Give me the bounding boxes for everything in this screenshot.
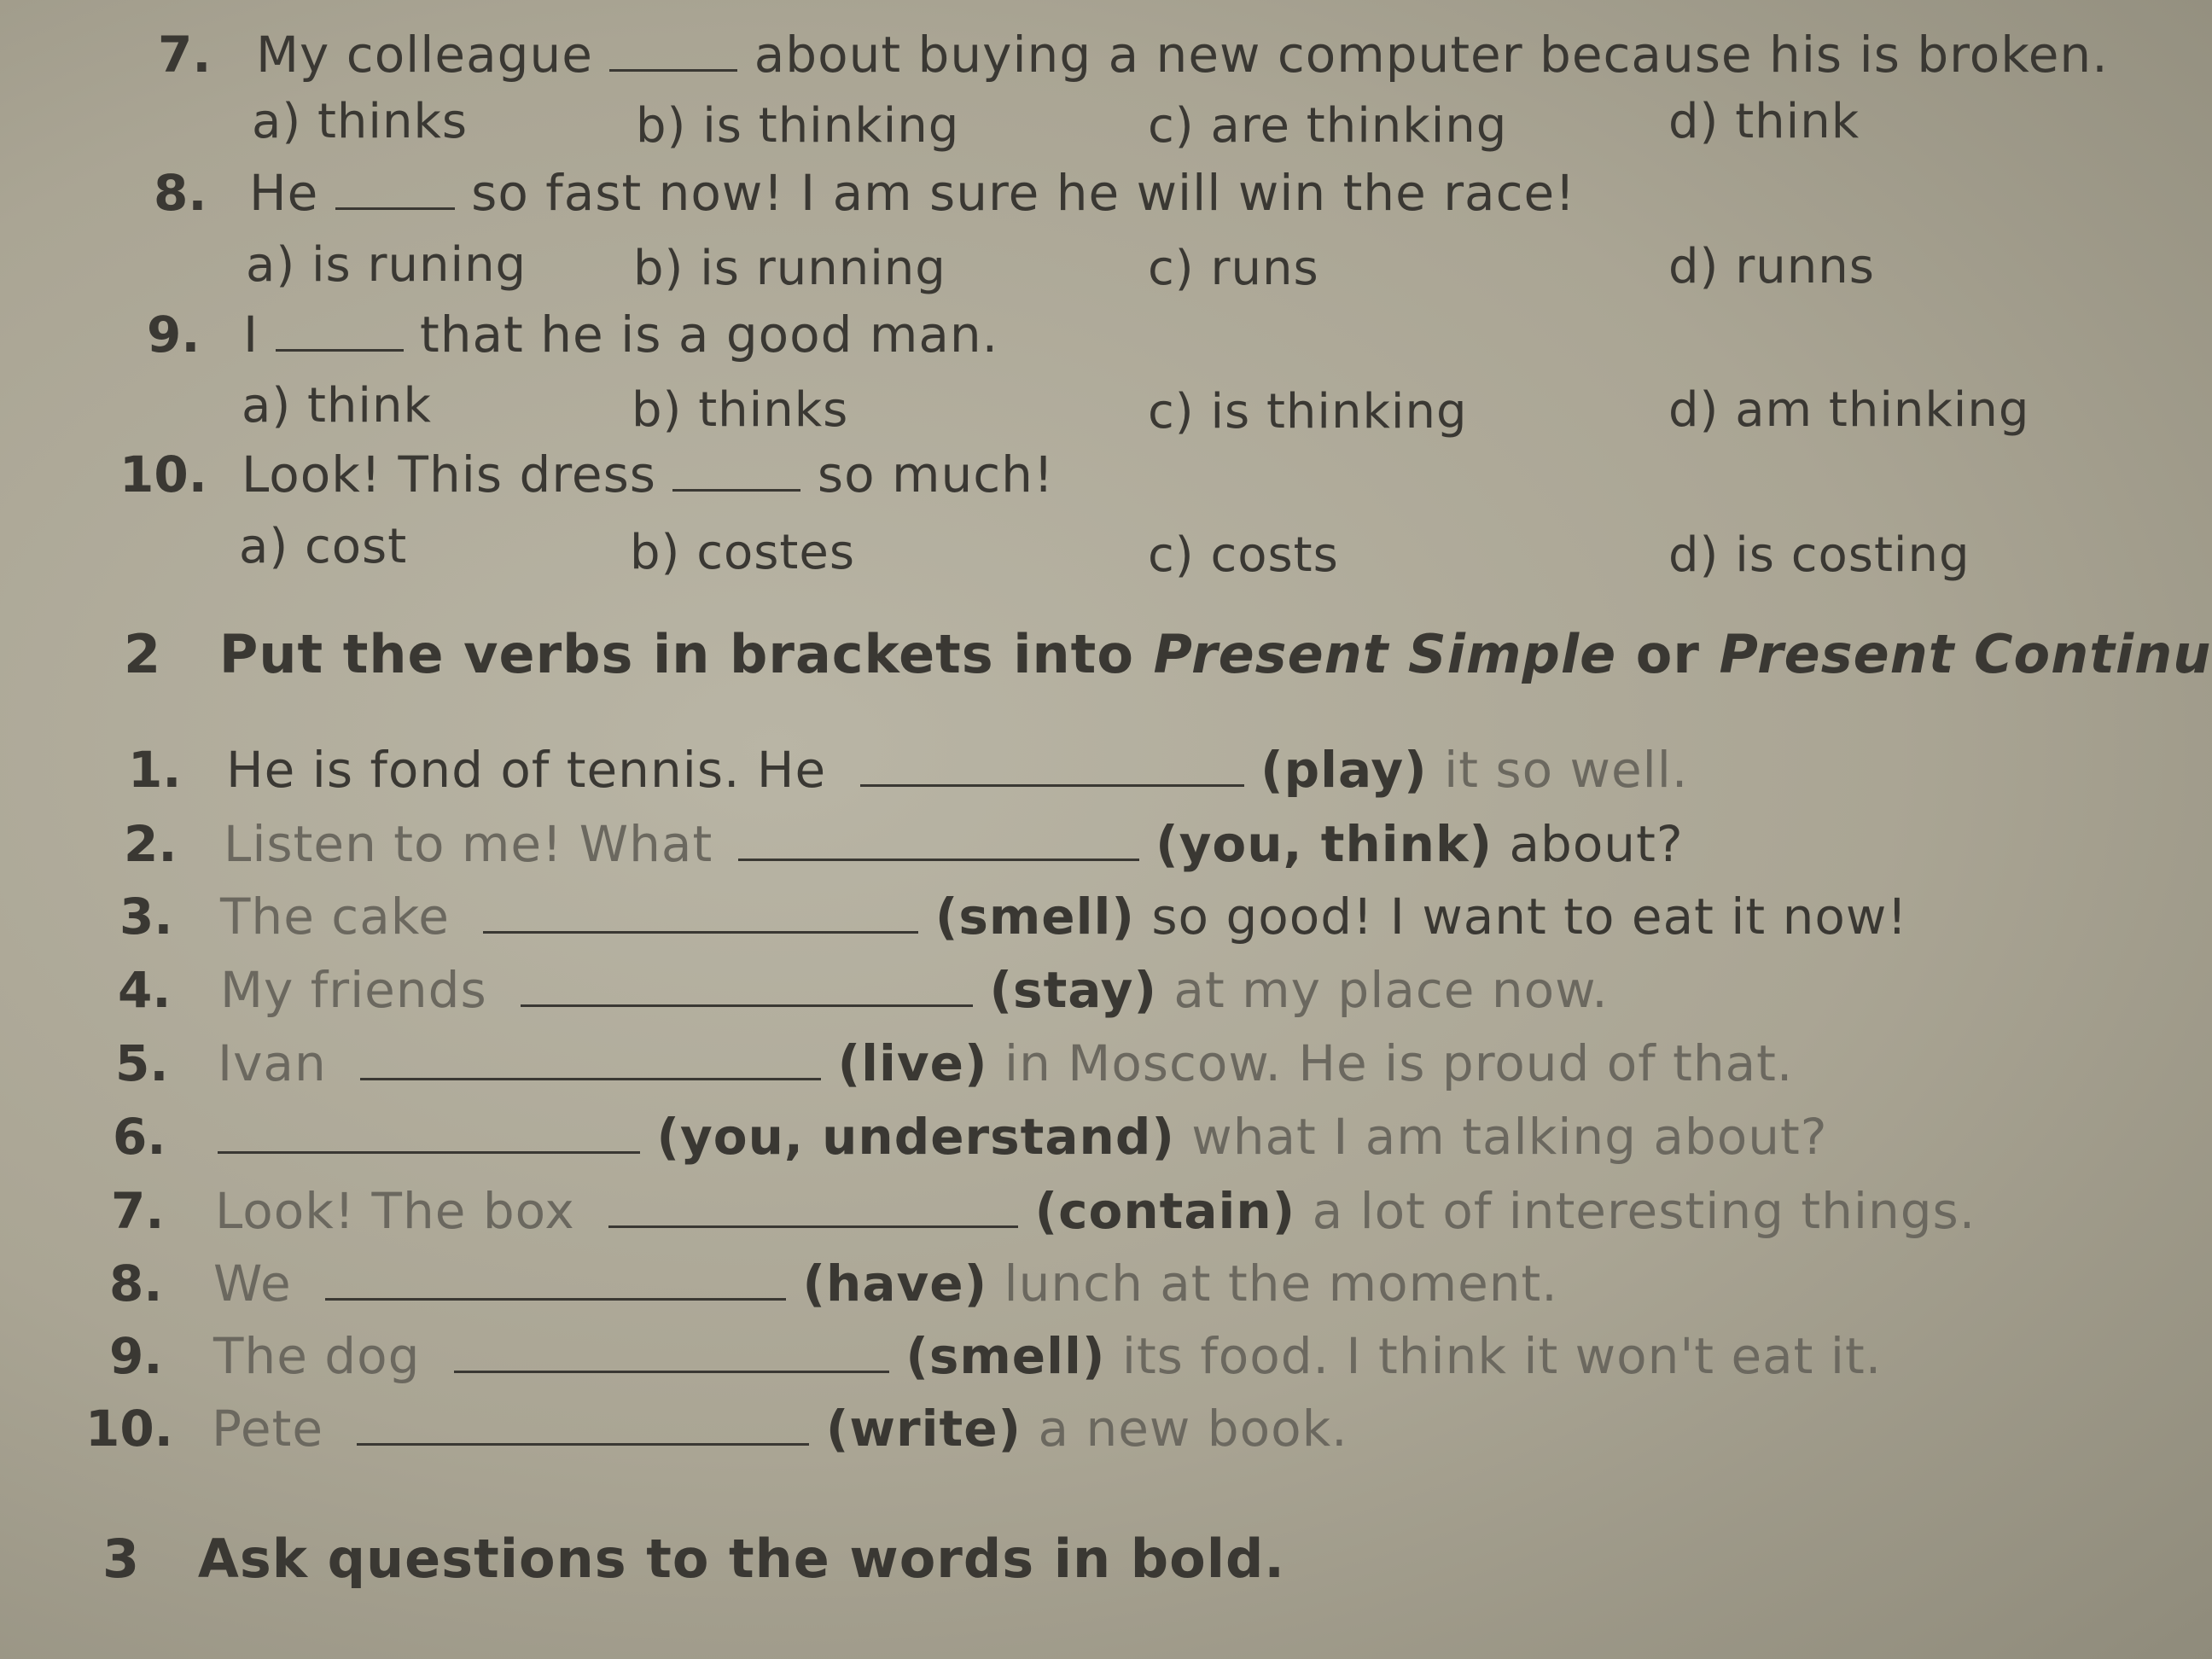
option-c[interactable]: c) are thinking <box>1148 98 1508 154</box>
question-text: The dog (smell) its food. I think it won't eat it. <box>213 1327 1883 1385</box>
question-number: 7. <box>158 26 212 84</box>
answer-blank[interactable] <box>860 777 1244 787</box>
question-number: 9. <box>147 306 201 364</box>
question-text: My colleague about buying a new computer because his is broken. <box>256 26 2109 84</box>
question-text: He so fast now! I am sure he will win the race! <box>249 164 1576 222</box>
section-number: 2 <box>124 623 162 685</box>
question-text: (you, understand) what I am talking about? <box>218 1108 1827 1166</box>
option-c[interactable]: c) runs <box>1148 241 1319 296</box>
question-number: 9. <box>109 1327 163 1385</box>
question-text: We (have) lunch at the moment. <box>213 1254 1558 1313</box>
section-3-heading: 3 Ask questions to the words in bold. <box>102 1528 1285 1590</box>
option-a[interactable]: a) thinks <box>252 94 469 149</box>
section-number: 3 <box>102 1528 141 1590</box>
question-text: He is fond of tennis. He (play) it so well. <box>226 741 1689 799</box>
question-number: 8. <box>109 1254 163 1313</box>
answer-blank[interactable] <box>609 62 737 72</box>
question-number: 1. <box>128 741 182 799</box>
question-number: 5. <box>115 1034 169 1092</box>
answer-blank[interactable] <box>325 1291 786 1301</box>
answer-blank[interactable] <box>738 852 1139 861</box>
option-b[interactable]: b) is thinking <box>636 98 960 154</box>
answer-blank[interactable] <box>483 924 918 934</box>
answer-blank[interactable] <box>276 342 404 352</box>
question-number: 10. <box>85 1400 173 1458</box>
question-text: My friends (stay) at my place now. <box>220 961 1609 1019</box>
question-number: 7. <box>111 1182 165 1240</box>
answer-blank[interactable] <box>454 1364 889 1373</box>
option-b[interactable]: b) costes <box>630 525 856 580</box>
option-d[interactable]: d) is costing <box>1668 527 1970 583</box>
question-number: 6. <box>113 1108 166 1166</box>
question-text: Look! The box (contain) a lot of interesting things. <box>215 1182 1976 1240</box>
answer-blank[interactable] <box>357 1436 809 1446</box>
option-c[interactable]: c) is thinking <box>1148 384 1468 439</box>
answer-blank[interactable] <box>672 482 800 492</box>
question-text: Listen to me! What (you, think) about? <box>224 815 1684 873</box>
question-text: The cake (smell) so good! I want to eat it now! <box>220 888 1908 946</box>
answer-blank[interactable] <box>218 1144 640 1154</box>
answer-blank[interactable] <box>608 1219 1018 1228</box>
option-d[interactable]: d) am thinking <box>1668 382 2030 438</box>
question-text: Pete (write) a new book. <box>212 1400 1348 1458</box>
option-a[interactable]: a) think <box>242 378 432 434</box>
option-d[interactable]: d) runns <box>1668 239 1875 294</box>
option-a[interactable]: a) is runing <box>246 237 527 293</box>
option-b[interactable]: b) is running <box>633 241 946 296</box>
question-number: 8. <box>154 164 207 222</box>
answer-blank[interactable] <box>335 201 455 210</box>
question-number: 2. <box>124 815 178 873</box>
option-c[interactable]: c) costs <box>1148 527 1339 583</box>
question-text: Ivan (live) in Moscow. He is proud of that. <box>218 1034 1794 1092</box>
question-text: Look! This dress so much! <box>242 445 1055 504</box>
option-b[interactable]: b) thinks <box>632 382 849 438</box>
question-number: 3. <box>119 888 173 946</box>
answer-blank[interactable] <box>360 1071 821 1080</box>
option-a[interactable]: a) cost <box>239 519 408 574</box>
question-text: I that he is a good man. <box>243 306 999 364</box>
section-2-heading: 2 Put the verbs in brackets into Present Simple or Present Continu <box>124 623 2212 685</box>
question-number: 10. <box>119 445 207 504</box>
answer-blank[interactable] <box>521 998 973 1007</box>
question-number: 4. <box>118 961 172 1019</box>
option-d[interactable]: d) think <box>1668 94 1860 149</box>
